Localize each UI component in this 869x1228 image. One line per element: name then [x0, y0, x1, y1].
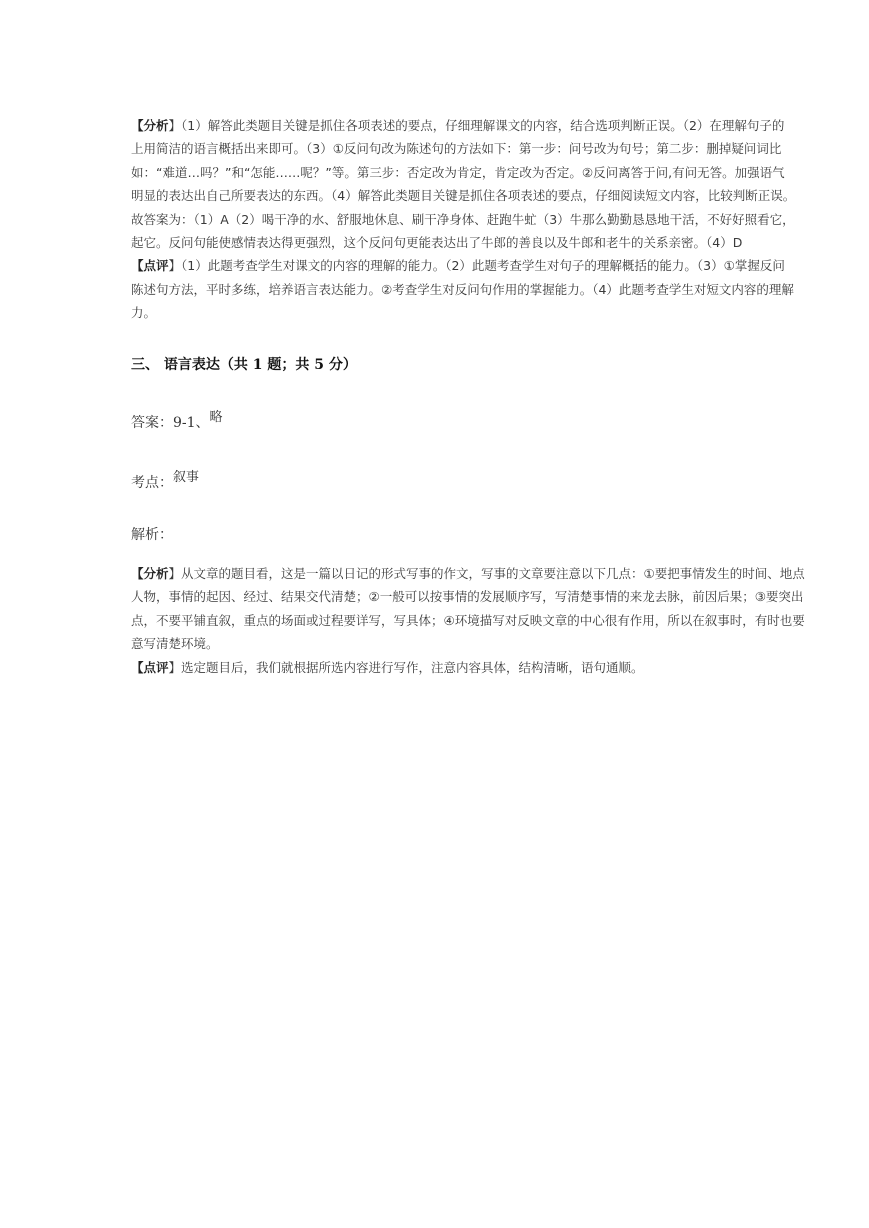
analysis-line: 点，不要平铺直叙，重点的场面或过程要详写，写具体；④环境描写对反映文章的中心很有作用，所以在叙事时，有时也要: [131, 612, 805, 628]
section-heading: 三、 语言表达（共 1 题；共 5 分）: [131, 357, 357, 373]
comment-line: 【点评】选定题目后，我们就根据所选内容进行写作，注意内容具体，结构清晰，语句通顺。: [131, 659, 644, 675]
answer-row: [131, 412, 223, 432]
analysis-block-1: [131, 114, 869, 325]
comment-line: 陈述句方法，平时多练，培养语言表达能力。②考查学生对反问句作用的掌握能力。（4）此题考查学生对短文内容的理解: [131, 281, 794, 297]
point-row: [131, 472, 199, 492]
comment-tag: 【点评: [131, 659, 169, 675]
answer-label: 答案：9-1、: [131, 415, 210, 431]
analysis-block-2: [131, 562, 869, 679]
analysis-line: 上用简洁的语言概括出来即可。（3）①反问句改为陈述句的方法如下：第一步：问号改为句号；第二步：删掉疑问词比: [131, 141, 782, 157]
analysis-line: 故答案为：（1）A（2）喝干净的水、舒服地休息、刷干净身体、赶跑牛虻（3）牛那么勤勤恳恳地干活，不好好照看它，: [131, 211, 795, 227]
analysis-line: 意写清楚环境。: [131, 636, 219, 652]
comment-tag: 【点评: [131, 258, 169, 274]
comment-line: 【点评】（1）此题考查学生对课文的内容的理解的能力。（2）此题考查学生对句子的理解概括的能力。（3）①掌握反问: [131, 258, 785, 274]
analysis-line: 人物，事情的起因、经过、结果交代清楚；②一般可以按事情的发展顺序写，写清楚事情的来龙去脉，前因后果；③要突出: [131, 589, 804, 605]
analysis-tag: 【分析: [131, 118, 169, 133]
point-value: 叙事: [173, 470, 200, 485]
point-label: 考点：: [131, 475, 173, 491]
analysis-line: 起它。反问句能使感情表达得更强烈，这个反问句更能表达出了牛郎的善良以及牛郎和老牛的关系亲密。（4）D: [131, 234, 743, 250]
analysis-line: 【分析】（1）解答此类题目关键是抓住各项表述的要点，仔细理解课文的内容，结合选项判断正误。（2）在理解句子的: [131, 118, 785, 133]
analysis-tag: 【分析: [131, 566, 169, 581]
explain-label: 解析：: [131, 527, 173, 543]
comment-line: 力。: [131, 305, 157, 321]
analysis-line: 【分析】从文章的题目看，这是一篇以日记的形式写事的作文，写事的文章要注意以下几点：①要把事情发生的时间、地点: [131, 566, 805, 581]
answer-value: 略: [209, 410, 223, 425]
analysis-line: 明显的表达出自己所要表达的东西。（4）解答此类题目关键是抓住各项表述的要点，仔细阅读短文内容，比较判断正误。: [131, 188, 796, 204]
analysis-line: 如：“难道…吗？”和“怎能……呢？”等。第三步：否定改为肯定，肯定改为否定。②反问离答于问,有问无答。加强语气: [131, 164, 785, 180]
